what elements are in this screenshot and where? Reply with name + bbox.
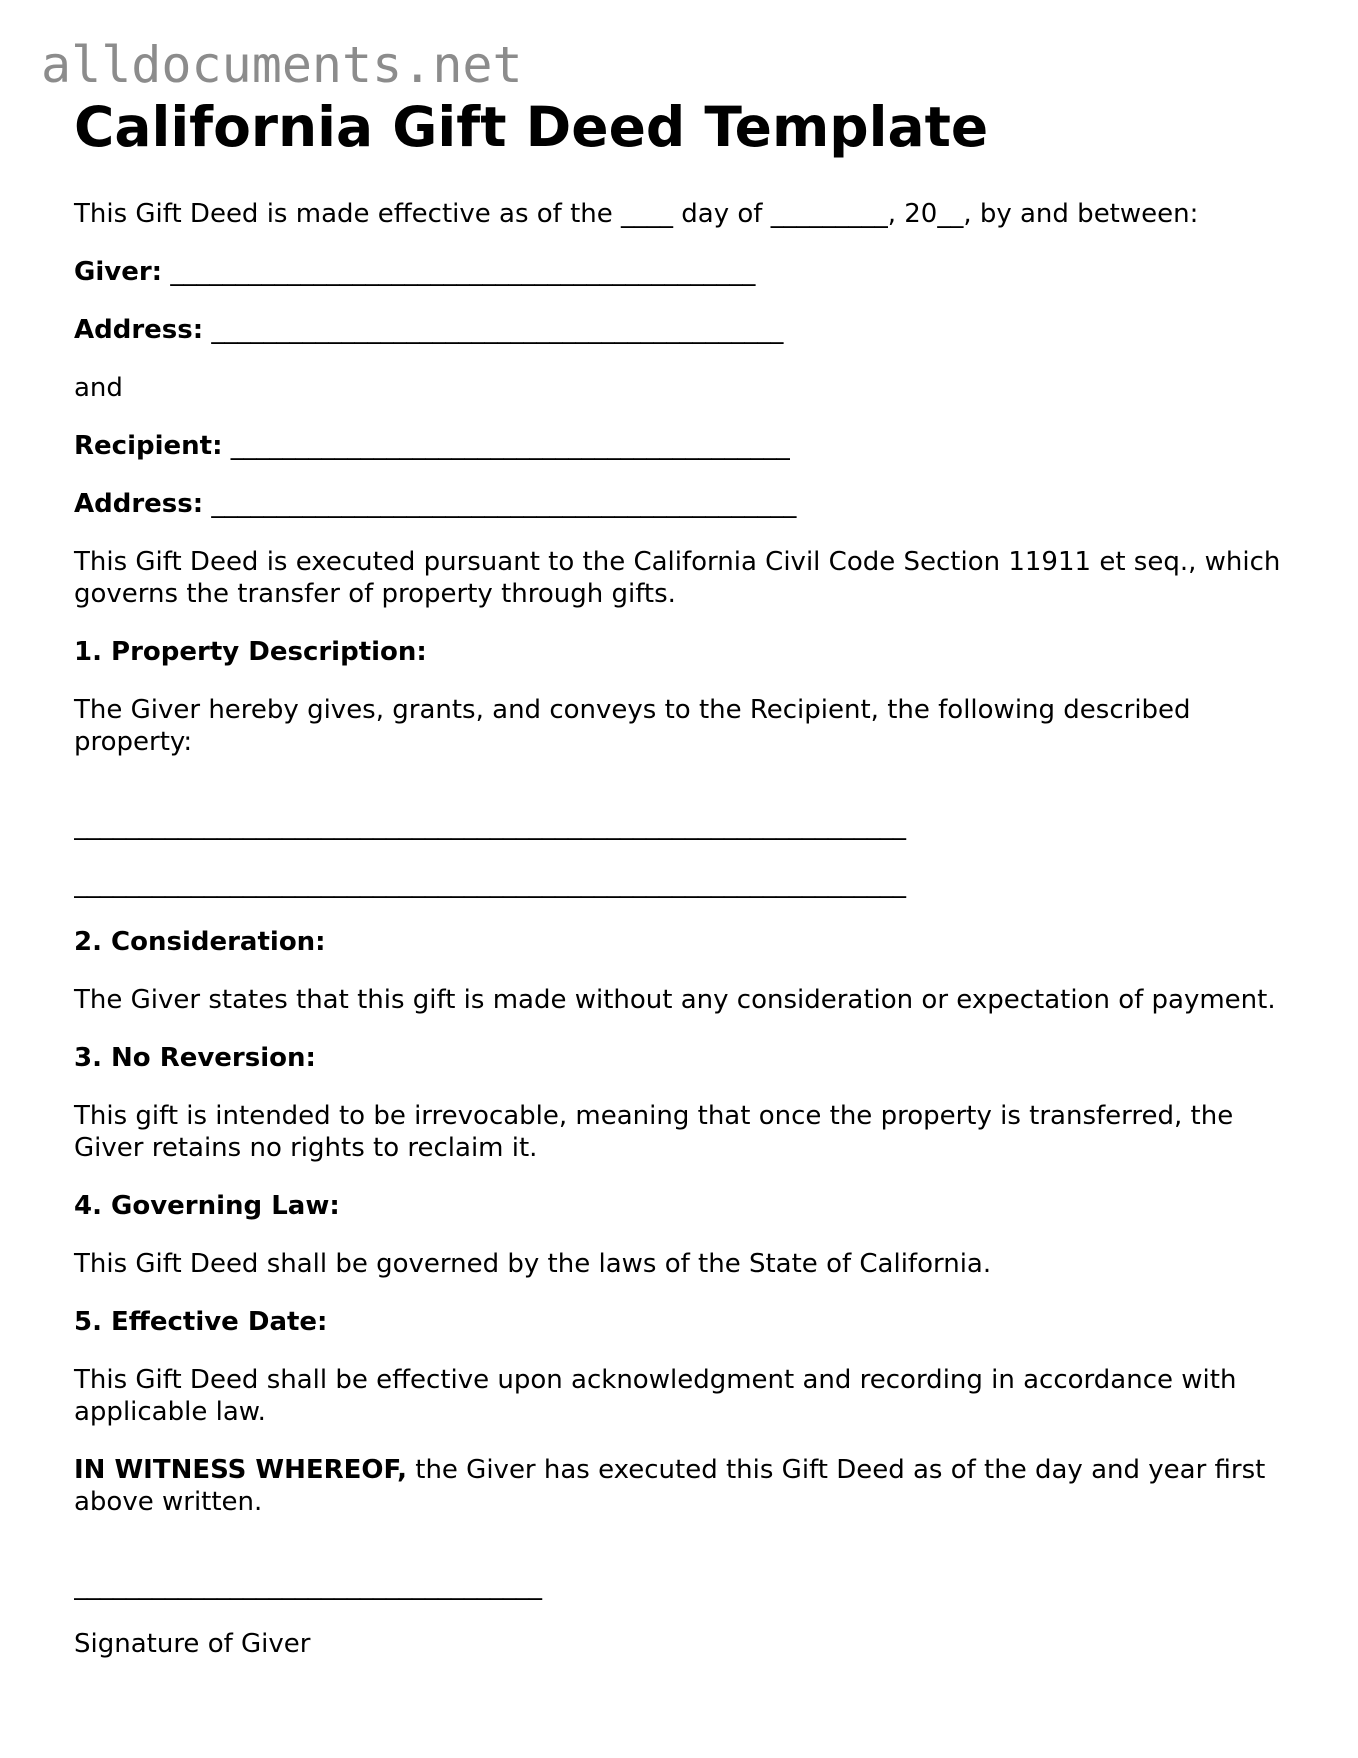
- intro-paragraph: This Gift Deed is made effective as of the ____ day of _________, 20__, by and between:: [74, 199, 1199, 229]
- property-blank-line-1: ________________________________________________________________: [74, 811, 906, 841]
- document-body: [74, 96, 1284, 1686]
- section-body-reversion: This gift is intended to be irrevocable, meaning that once the property is transferred, the Giver retains no rights to reclaim it.: [74, 1101, 1234, 1163]
- recipient-address-blank: _____________________________________________: [203, 489, 797, 519]
- and-text: and: [74, 373, 123, 403]
- section-body-property: The Giver hereby gives, grants, and conveys to the Recipient, the following described property:: [74, 695, 1191, 757]
- recipient-blank: ___________________________________________: [222, 431, 790, 461]
- signature-label: Signature of Giver: [74, 1629, 311, 1659]
- section-heading-property: 1. Property Description:: [74, 637, 427, 667]
- giver-address-blank: ____________________________________________: [203, 315, 784, 345]
- section-body-consideration: The Giver states that this gift is made without any consideration or expectation of payment.: [74, 985, 1276, 1015]
- section-heading-reversion: 3. No Reversion:: [74, 1043, 316, 1073]
- recipient-address-field: [74, 488, 1284, 520]
- witness-paragraph: [74, 1454, 1284, 1518]
- recipient-label: Recipient:: [74, 431, 223, 461]
- giver-address-field: [74, 314, 1284, 346]
- giver-address-label: Address:: [74, 315, 204, 345]
- witness-rest: the Giver has executed this Gift Deed as of the day and year first above written.: [74, 1455, 1266, 1517]
- giver-field: [74, 256, 1284, 288]
- section-heading-law: 4. Governing Law:: [74, 1191, 340, 1221]
- watermark: alldocuments.net: [41, 36, 523, 94]
- section-heading-consideration: 2. Consideration:: [74, 927, 326, 957]
- giver-label: Giver:: [74, 257, 163, 287]
- section-heading-effective: 5. Effective Date:: [74, 1307, 328, 1337]
- witness-bold: IN WITNESS WHEREOF,: [74, 1455, 407, 1485]
- property-blank-line-2: ________________________________________________________________: [74, 869, 906, 899]
- page-title: California Gift Deed Template: [74, 95, 989, 159]
- signature-line: ____________________________________: [74, 1571, 542, 1601]
- section-body-law: This Gift Deed shall be governed by the laws of the State of California.: [74, 1249, 992, 1279]
- recipient-address-label: Address:: [74, 489, 204, 519]
- giver-blank: _____________________________________________: [162, 257, 756, 287]
- pursuant-paragraph: This Gift Deed is executed pursuant to the California Civil Code Section 11911 et seq., which governs the transfer of property through gifts.: [74, 547, 1281, 609]
- section-body-effective: This Gift Deed shall be effective upon acknowledgment and recording in accordance with applicable law.: [74, 1365, 1237, 1427]
- recipient-field: [74, 430, 1284, 462]
